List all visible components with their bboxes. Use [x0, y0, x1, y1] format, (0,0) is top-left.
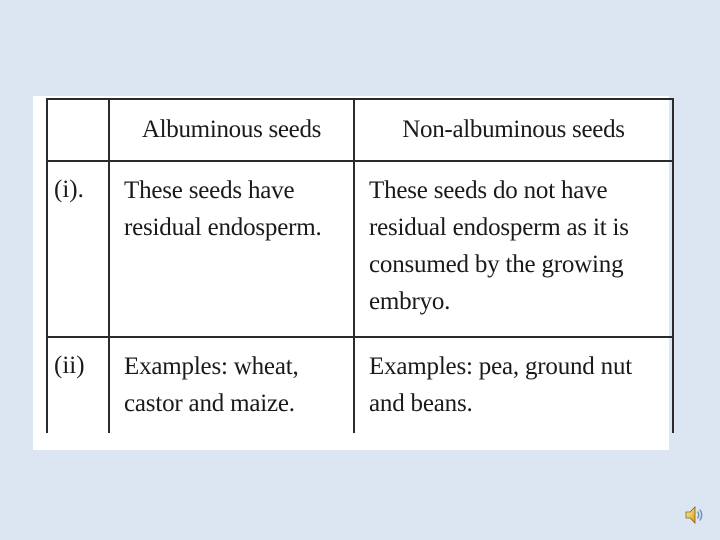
albuminous-text: Examples: wheat, castor and maize.	[124, 353, 299, 417]
albuminous-cell	[109, 337, 354, 433]
header-albuminous: Albuminous seeds	[109, 99, 354, 161]
header-number-cell	[47, 99, 109, 161]
table-row	[47, 337, 673, 433]
albuminous-text: These seeds have residual endosperm.	[124, 177, 322, 241]
row-number: (i).	[54, 176, 84, 203]
row-number: (ii)	[54, 352, 85, 379]
non-albuminous-cell	[354, 337, 673, 433]
non-albuminous-text: Examples: pea, ground nut and beans.	[369, 353, 632, 417]
header-non-albuminous: Non-albuminous seeds	[354, 99, 673, 161]
table-header-row	[47, 99, 673, 161]
non-albuminous-text: These seeds do not have residual endosperm as it is consumed by the growing embryo.	[369, 177, 629, 315]
speaker-icon[interactable]	[683, 503, 707, 527]
scanned-table-image	[33, 96, 669, 450]
albuminous-cell	[109, 161, 354, 337]
row-number-cell	[47, 337, 109, 433]
seed-comparison-table	[46, 98, 674, 433]
non-albuminous-cell	[354, 161, 673, 337]
table-row	[47, 161, 673, 337]
row-number-cell	[47, 161, 109, 337]
